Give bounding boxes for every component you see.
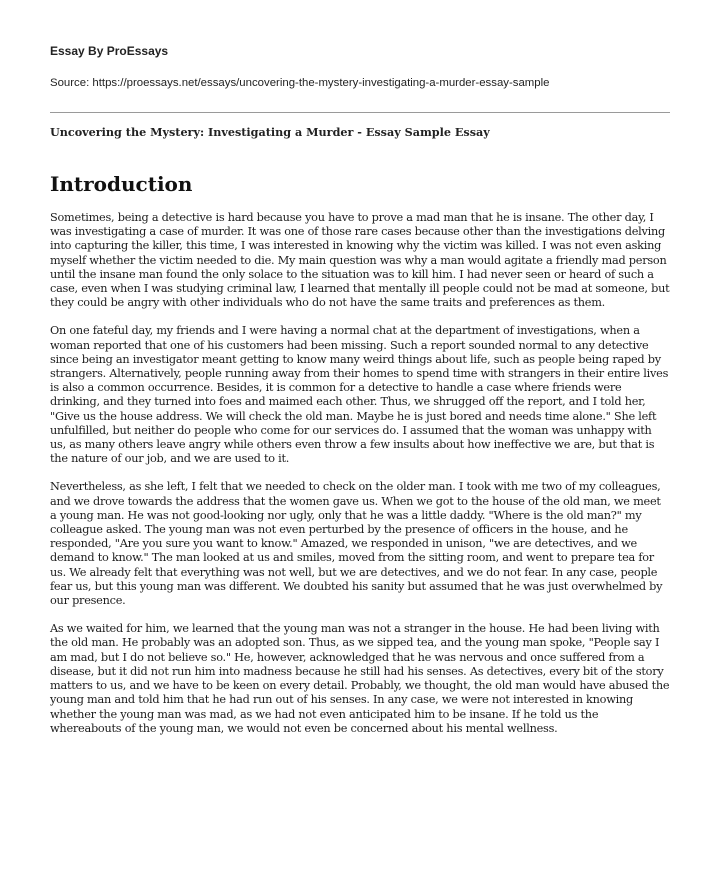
- essay-title: Uncovering the Mystery: Investigating a Murder - Essay Sample Essay: [50, 125, 490, 139]
- source-line: Source: https://proessays.net/essays/uncovering-the-mystery-investigating-a-murder-essay-sample: [50, 77, 550, 89]
- divider: [50, 112, 670, 113]
- paragraph: Nevertheless, as she left, I felt that we needed to check on the older man. I took with me two of my colleagues, and we drove towards the address that the women gave us. When we got to the house of the old man, we meet a young man. He was not good-looking nor ugly, only that he was a little daddy. "Where is the old man?" my colleague asked. The young man was not even perturbed by the presence of officers in the house, and he responded, "Are you sure you want to know." Amazed, we responded in unison, "we are detectives, and we demand to know." The man looked at us and smiles, moved from the sitting room, and went to prepare tea for us. We already felt that everything was not well, but we are detectives, and we do not fear. In any case, people fear us, but this young man was different. We doubted his sanity but assumed that he was just overwhelmed by our presence.: [50, 480, 663, 608]
- essay-body: [50, 211, 670, 750]
- paragraph: As we waited for him, we learned that the young man was not a stranger in the house. He had been living with the old man. He probably was an adopted son. Thus, as we sipped tea, and the young man spoke, "People say I am mad, but I do not believe so." He, however, acknowledged that he was nervous and once suffered from a disease, but it did not run him into madness because he still had his senses. As detectives, every bit of the story matters to us, and we have to be keen on every detail. Probably, we thought, the old man would have abused the young man and told him that he had run out of his senses. In any case, we were not interested in knowing whether the young man was mad, as we had not even anticipated him to be insane. If he told us the whereabouts of the young man, we would not even be concerned about his mental wellness.: [50, 622, 670, 735]
- section-heading: Introduction: [50, 172, 193, 196]
- publisher-title: Essay By ProEssays: [50, 44, 169, 58]
- paragraph: On one fateful day, my friends and I were having a normal chat at the department of investigations, when a woman reported that one of his customers had been missing. Such a report sounded normal to any detective since being an investigator meant getting to know many weird things about life, such as people being raped by strangers. Alternatively, people running away from their homes to spend time with strangers in their entire lives is also a common occurrence. Besides, it is common for a detective to handle a case where friends were drinking, and they turned into foes and maimed each other. Thus, we shrugged off the report, and I told her, "Give us the house address. We will check the old man. Maybe he is just bored and needs time alone." She left unfulfilled, but neither do people who come for our services do. I assumed that the woman was unhappy with us, as many others leave angry while others even throw a few insults about how ineffective we are, but that is the nature of our job, and we are used to it.: [50, 324, 669, 466]
- paragraph: Sometimes, being a detective is hard because you have to prove a mad man that he is insane. The other day, I was investigating a case of murder. It was one of those rare cases because other than the investigations delving into capturing the killer, this time, I was interested in knowing why the victim was killed. I was not even asking myself whether the victim needed to die. My main question was why a man would agitate a friendly mad person until the insane man found the only solace to the situation was to kill him. I had never seen or heard of such a case, even when I was studying criminal law, I learned that mentally ill people could not be mad at someone, but they could be angry with other individuals who do not have the same traits and preferences as them.: [50, 211, 670, 310]
